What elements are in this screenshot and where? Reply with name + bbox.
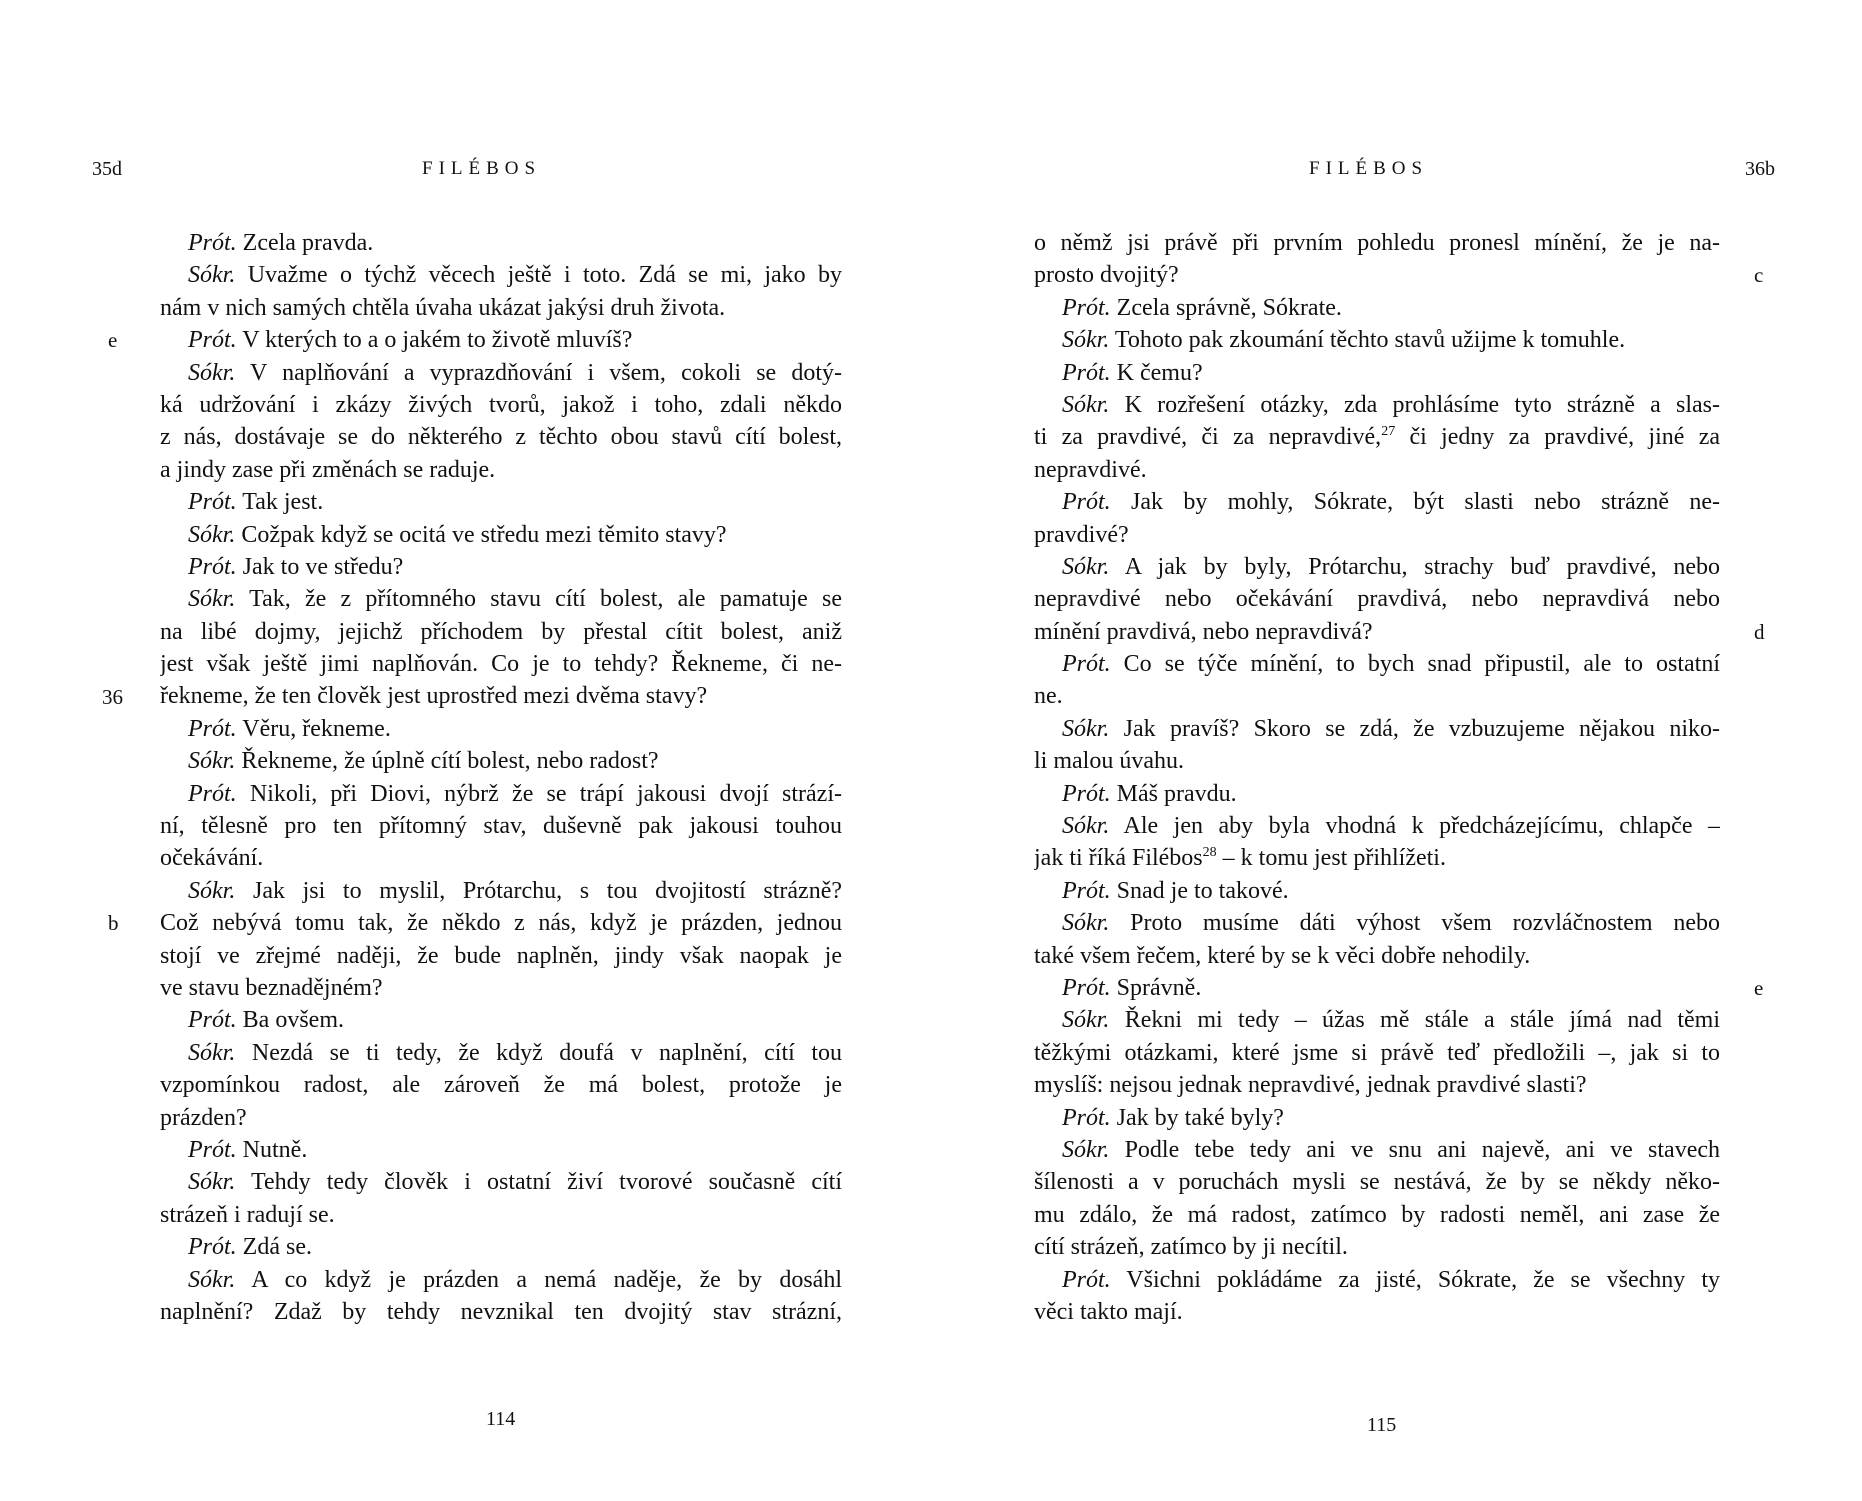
text-line bbox=[160, 713, 842, 745]
right-page bbox=[931, 0, 1862, 1501]
footnote-ref[interactable]: 27 bbox=[1381, 424, 1396, 440]
line-text: Cožpak když se ocitá ve středu mezi těmito stavy? bbox=[235, 521, 727, 548]
line-text: vzpomínkou radost, ale zároveň že má bolest, protože je bbox=[160, 1072, 842, 1099]
text-line bbox=[160, 875, 842, 907]
line-text: nepravdivé. bbox=[1034, 456, 1147, 483]
line-text: Tohoto pak zkoumání těchto stavů užijme k tomuhle. bbox=[1109, 327, 1626, 354]
margin-mark: 36 bbox=[102, 684, 123, 709]
line-text: Nezdá se ti tedy, že když doufá v naplnění, cítí tou bbox=[235, 1039, 842, 1066]
line-text: Máš pravdu. bbox=[1110, 780, 1237, 807]
speaker-label: Sókr. bbox=[188, 586, 236, 613]
speaker-label: Sókr. bbox=[1062, 391, 1110, 418]
text-line bbox=[1034, 1166, 1720, 1198]
running-head: FILÉBOS bbox=[422, 158, 542, 179]
speaker-label: Prót. bbox=[188, 489, 237, 516]
line-text: A co když je prázden a nemá naděje, že by dosáhl bbox=[235, 1266, 842, 1293]
speaker-label: Sókr. bbox=[1062, 715, 1110, 742]
line-text: V kterých to a o jakém to životě mluvíš? bbox=[236, 327, 633, 354]
text-line bbox=[160, 810, 842, 842]
speaker-label: Prót. bbox=[1062, 974, 1111, 1001]
speaker-label: Sókr. bbox=[188, 521, 236, 548]
text-line bbox=[1034, 1199, 1720, 1231]
line-text: Tak jest. bbox=[236, 489, 324, 516]
line-text: ní, tělesně pro ten přítomný stav, duševně pak jakousi touhou bbox=[160, 813, 842, 840]
line-text: z nás, dostávaje se do některého z těchto obou stavů cítí bolest, bbox=[160, 424, 842, 451]
text-line bbox=[1034, 292, 1720, 324]
stephanus-ref: 36b bbox=[1745, 158, 1775, 180]
line-text: mínění pravdivá, nebo nepravdivá? bbox=[1034, 618, 1373, 645]
speaker-label: Prót. bbox=[1062, 489, 1111, 516]
text-line bbox=[1034, 842, 1720, 874]
line-text: na libé dojmy, jejichž příchodem by přestal cítit bolest, aniž bbox=[160, 618, 842, 645]
speaker-label: Sókr. bbox=[188, 877, 236, 904]
text-line bbox=[1034, 259, 1720, 291]
text-line bbox=[160, 1069, 842, 1101]
page-number: 114 bbox=[486, 1408, 516, 1430]
text-line bbox=[160, 292, 842, 324]
line-text: A jak by byly, Prótarchu, strachy buď pravdivé, nebo bbox=[1109, 553, 1720, 580]
speaker-label: Prót. bbox=[1062, 1266, 1111, 1293]
text-line bbox=[160, 972, 842, 1004]
text-line bbox=[160, 551, 842, 583]
speaker-label: Sókr. bbox=[188, 1169, 236, 1196]
text-line bbox=[160, 454, 842, 486]
text-line bbox=[1034, 680, 1720, 712]
speaker-label: Prót. bbox=[188, 1007, 237, 1034]
text-line bbox=[160, 1199, 842, 1231]
text-line bbox=[1034, 227, 1720, 259]
page-number: 115 bbox=[1367, 1414, 1397, 1436]
text-line bbox=[1034, 551, 1720, 583]
line-text: Což nebývá tomu tak, že někdo z nás, když je prázden, jednou bbox=[160, 910, 842, 937]
line-text: mu zdálo, že má radost, zatímco by radosti neměl, ani zase že bbox=[1034, 1201, 1720, 1228]
line-text: cítí strázeň, zatímco by ji necítil. bbox=[1034, 1234, 1348, 1261]
text-line bbox=[160, 519, 842, 551]
line-text: – k tomu jest přihlížeti. bbox=[1216, 845, 1446, 872]
text-line bbox=[1034, 907, 1720, 939]
line-text: nám v nich samých chtěla úvaha ukázat jakýsi druh života. bbox=[160, 294, 726, 321]
line-text: Zcela pravda. bbox=[236, 230, 374, 256]
speaker-label: Sókr. bbox=[1062, 327, 1110, 354]
speaker-label: Prót. bbox=[1062, 780, 1111, 807]
margin-mark: b bbox=[108, 911, 119, 936]
line-text: stojí ve zřejmé naději, že bude naplněn, jindy však naopak je bbox=[160, 942, 842, 969]
speaker-label: Prót. bbox=[188, 715, 237, 742]
line-text: li malou úvahu. bbox=[1034, 748, 1184, 775]
speaker-label: Prót. bbox=[188, 780, 237, 807]
text-line bbox=[160, 680, 842, 712]
speaker-label: Sókr. bbox=[188, 359, 236, 386]
line-text: ve stavu beznadějném? bbox=[160, 974, 383, 1001]
line-text: Správně. bbox=[1110, 974, 1202, 1001]
line-text: Podle tebe tedy ani ve snu ani najevě, ani ve stavech bbox=[1109, 1136, 1720, 1163]
text-line bbox=[1034, 454, 1720, 486]
line-text: Jak by také byly? bbox=[1110, 1104, 1284, 1131]
speaker-label: Prót. bbox=[188, 1234, 237, 1261]
line-text: Nutně. bbox=[236, 1136, 308, 1163]
text-line bbox=[1034, 1264, 1720, 1296]
speaker-label: Prót. bbox=[1062, 877, 1111, 904]
text-line bbox=[1034, 1231, 1720, 1263]
speaker-label: Sókr. bbox=[1062, 813, 1110, 840]
text-line bbox=[1034, 1102, 1720, 1134]
line-text: Jak jsi to myslil, Prótarchu, s tou dvojitostí strázně? bbox=[235, 877, 842, 904]
speaker-label: Prót. bbox=[188, 230, 237, 256]
line-text: pravdivé? bbox=[1034, 521, 1129, 548]
text-line bbox=[160, 940, 842, 972]
line-text: Nikoli, při Diovi, nýbrž že se trápí jakousi dvojí strází- bbox=[236, 780, 842, 807]
stephanus-ref: 35d bbox=[92, 158, 122, 180]
line-text: myslíš: nejsou jednak nepravdivé, jednak pravdivé slasti? bbox=[1034, 1072, 1587, 1099]
line-text: Věru, řekneme. bbox=[236, 715, 391, 742]
line-text: Řekneme, že úplně cítí bolest, nebo radost? bbox=[235, 748, 659, 775]
text-line bbox=[160, 1264, 842, 1296]
line-text: naplnění? Zdaž by tehdy nevznikal ten dvojitý stav strázní, bbox=[160, 1298, 842, 1325]
line-text: šílenosti a v poruchách mysli se nestává, že by se někdy něko- bbox=[1034, 1169, 1720, 1196]
line-text: Ba ovšem. bbox=[236, 1007, 344, 1034]
text-line bbox=[160, 616, 842, 648]
line-text: Jak by mohly, Sókrate, být slasti nebo strázně ne- bbox=[1110, 489, 1720, 516]
text-line bbox=[160, 421, 842, 453]
text-line bbox=[1034, 616, 1720, 648]
text-line bbox=[160, 1102, 842, 1134]
text-line bbox=[1034, 486, 1720, 518]
line-text: strázeň i radují se. bbox=[160, 1201, 335, 1228]
text-line bbox=[1034, 1134, 1720, 1166]
speaker-label: Prót. bbox=[188, 1136, 237, 1163]
text-line bbox=[160, 1166, 842, 1198]
text-line bbox=[160, 259, 842, 291]
line-text: prázden? bbox=[160, 1104, 247, 1131]
text-line bbox=[160, 1296, 842, 1328]
text-line bbox=[1034, 648, 1720, 680]
line-text: ti za pravdivé, či za nepravdivé, bbox=[1034, 424, 1382, 451]
text-line bbox=[1034, 1069, 1720, 1101]
speaker-label: Sókr. bbox=[188, 748, 236, 775]
text-line bbox=[1034, 940, 1720, 972]
line-text: Všichni pokládáme za jisté, Sókrate, že se všechny ty bbox=[1110, 1266, 1720, 1293]
text-line bbox=[1034, 1004, 1720, 1036]
speaker-label: Prót. bbox=[1062, 651, 1111, 678]
text-line bbox=[160, 357, 842, 389]
line-text: Proto musíme dáti výhost všem rozvláčnostem nebo bbox=[1109, 910, 1720, 937]
text-line bbox=[160, 583, 842, 615]
text-line bbox=[160, 389, 842, 421]
line-text: a jindy zase při změnách se raduje. bbox=[160, 456, 496, 483]
text-line bbox=[160, 486, 842, 518]
line-text: Zcela správně, Sókrate. bbox=[1110, 294, 1342, 321]
speaker-label: Prót. bbox=[1062, 1104, 1111, 1131]
line-text: Řekni mi tedy – úžas mě stále a stále jímá nad těmi bbox=[1109, 1007, 1720, 1034]
speaker-label: Prót. bbox=[1062, 294, 1111, 321]
speaker-label: Sókr. bbox=[1062, 1136, 1110, 1163]
line-text: očekávání. bbox=[160, 845, 264, 872]
text-line bbox=[160, 842, 842, 874]
line-text: o němž jsi právě při prvním pohledu pronesl mínění, že je na- bbox=[1034, 230, 1720, 256]
text-line bbox=[160, 1134, 842, 1166]
text-line bbox=[1034, 519, 1720, 551]
text-line bbox=[1034, 357, 1720, 389]
text-line bbox=[1034, 713, 1720, 745]
line-text: věci takto mají. bbox=[1034, 1298, 1183, 1325]
line-text: Tehdy tedy člověk i ostatní živí tvorové současně cítí bbox=[235, 1169, 842, 1196]
line-text: jak ti říká Filébos bbox=[1034, 845, 1203, 872]
speaker-label: Sókr. bbox=[1062, 553, 1110, 580]
line-text: Snad je to takové. bbox=[1110, 877, 1289, 904]
text-line bbox=[1034, 389, 1720, 421]
line-text: Jak pravíš? Skoro se zdá, že vzbuzujeme nějakou niko- bbox=[1109, 715, 1720, 742]
speaker-label: Sókr. bbox=[188, 262, 236, 289]
margin-mark: e bbox=[108, 328, 118, 353]
text-line bbox=[1034, 583, 1720, 615]
footnote-ref[interactable]: 28 bbox=[1202, 845, 1217, 861]
text-line bbox=[1034, 1296, 1720, 1328]
running-head: FILÉBOS bbox=[1309, 158, 1429, 179]
line-text: Jak to ve středu? bbox=[236, 553, 404, 580]
speaker-label: Sókr. bbox=[1062, 1007, 1110, 1034]
speaker-label: Prót. bbox=[1062, 359, 1111, 386]
text-line bbox=[160, 324, 842, 356]
line-text: těžkými otázkami, které jsme si právě teď předložili –, jak si to bbox=[1034, 1039, 1720, 1066]
line-text: ká udržování i zkázy živých tvorů, jakož i toho, zdali někdo bbox=[160, 391, 842, 418]
text-line bbox=[160, 907, 842, 939]
line-text: Co se týče mínění, to bych snad připustil, ale to ostatní bbox=[1110, 651, 1720, 678]
text-line bbox=[1034, 810, 1720, 842]
line-text: řekneme, že ten člověk jest uprostřed mezi dvěma stavy? bbox=[160, 683, 708, 710]
line-text: či jedny za pravdivé, jiné za bbox=[1395, 424, 1720, 451]
text-line bbox=[1034, 875, 1720, 907]
line-text: K rozřešení otázky, zda prohlásíme tyto strázně a slas- bbox=[1109, 391, 1720, 418]
line-text: prosto dvojitý? bbox=[1034, 262, 1179, 289]
speaker-label: Prót. bbox=[188, 327, 237, 354]
text-line bbox=[160, 1004, 842, 1036]
text-line bbox=[1034, 972, 1720, 1004]
text-line bbox=[160, 1231, 842, 1263]
text-line bbox=[1034, 778, 1720, 810]
text-block bbox=[160, 227, 842, 1328]
speaker-label: Prót. bbox=[188, 553, 237, 580]
text-line bbox=[160, 1037, 842, 1069]
margin-mark: c bbox=[1754, 263, 1764, 288]
text-block bbox=[1034, 227, 1720, 1328]
text-line bbox=[1034, 745, 1720, 777]
line-text: K čemu? bbox=[1110, 359, 1203, 386]
speaker-label: Sókr. bbox=[188, 1039, 236, 1066]
line-text: V naplňování a vyprazdňování i všem, cokoli se dotý- bbox=[235, 359, 842, 386]
text-line bbox=[160, 745, 842, 777]
text-line bbox=[160, 778, 842, 810]
line-text: ne. bbox=[1034, 683, 1063, 710]
line-text: jest však ještě jimi naplňován. Co je to tehdy? Řekneme, či ne- bbox=[160, 651, 842, 678]
text-line bbox=[1034, 421, 1720, 453]
line-text: Tak, že z přítomného stavu cítí bolest, ale pamatuje se bbox=[235, 586, 842, 613]
margin-mark: d bbox=[1754, 619, 1765, 644]
speaker-label: Sókr. bbox=[1062, 910, 1110, 937]
line-text: také všem řečem, které by se k věci dobře nehodily. bbox=[1034, 942, 1531, 969]
text-line bbox=[160, 648, 842, 680]
line-text: Uvažme o týchž věcech ještě i toto. Zdá se mi, jako by bbox=[235, 262, 842, 289]
line-text: Zdá se. bbox=[236, 1234, 312, 1261]
line-text: Ale jen aby byla vhodná k předcházejícímu, chlapče – bbox=[1109, 813, 1720, 840]
speaker-label: Sókr. bbox=[188, 1266, 236, 1293]
text-line bbox=[1034, 324, 1720, 356]
text-line bbox=[160, 227, 842, 259]
text-line bbox=[1034, 1037, 1720, 1069]
margin-mark: e bbox=[1754, 976, 1764, 1001]
line-text: nepravdivé nebo očekávání pravdivá, nebo nepravdivá nebo bbox=[1034, 586, 1720, 613]
